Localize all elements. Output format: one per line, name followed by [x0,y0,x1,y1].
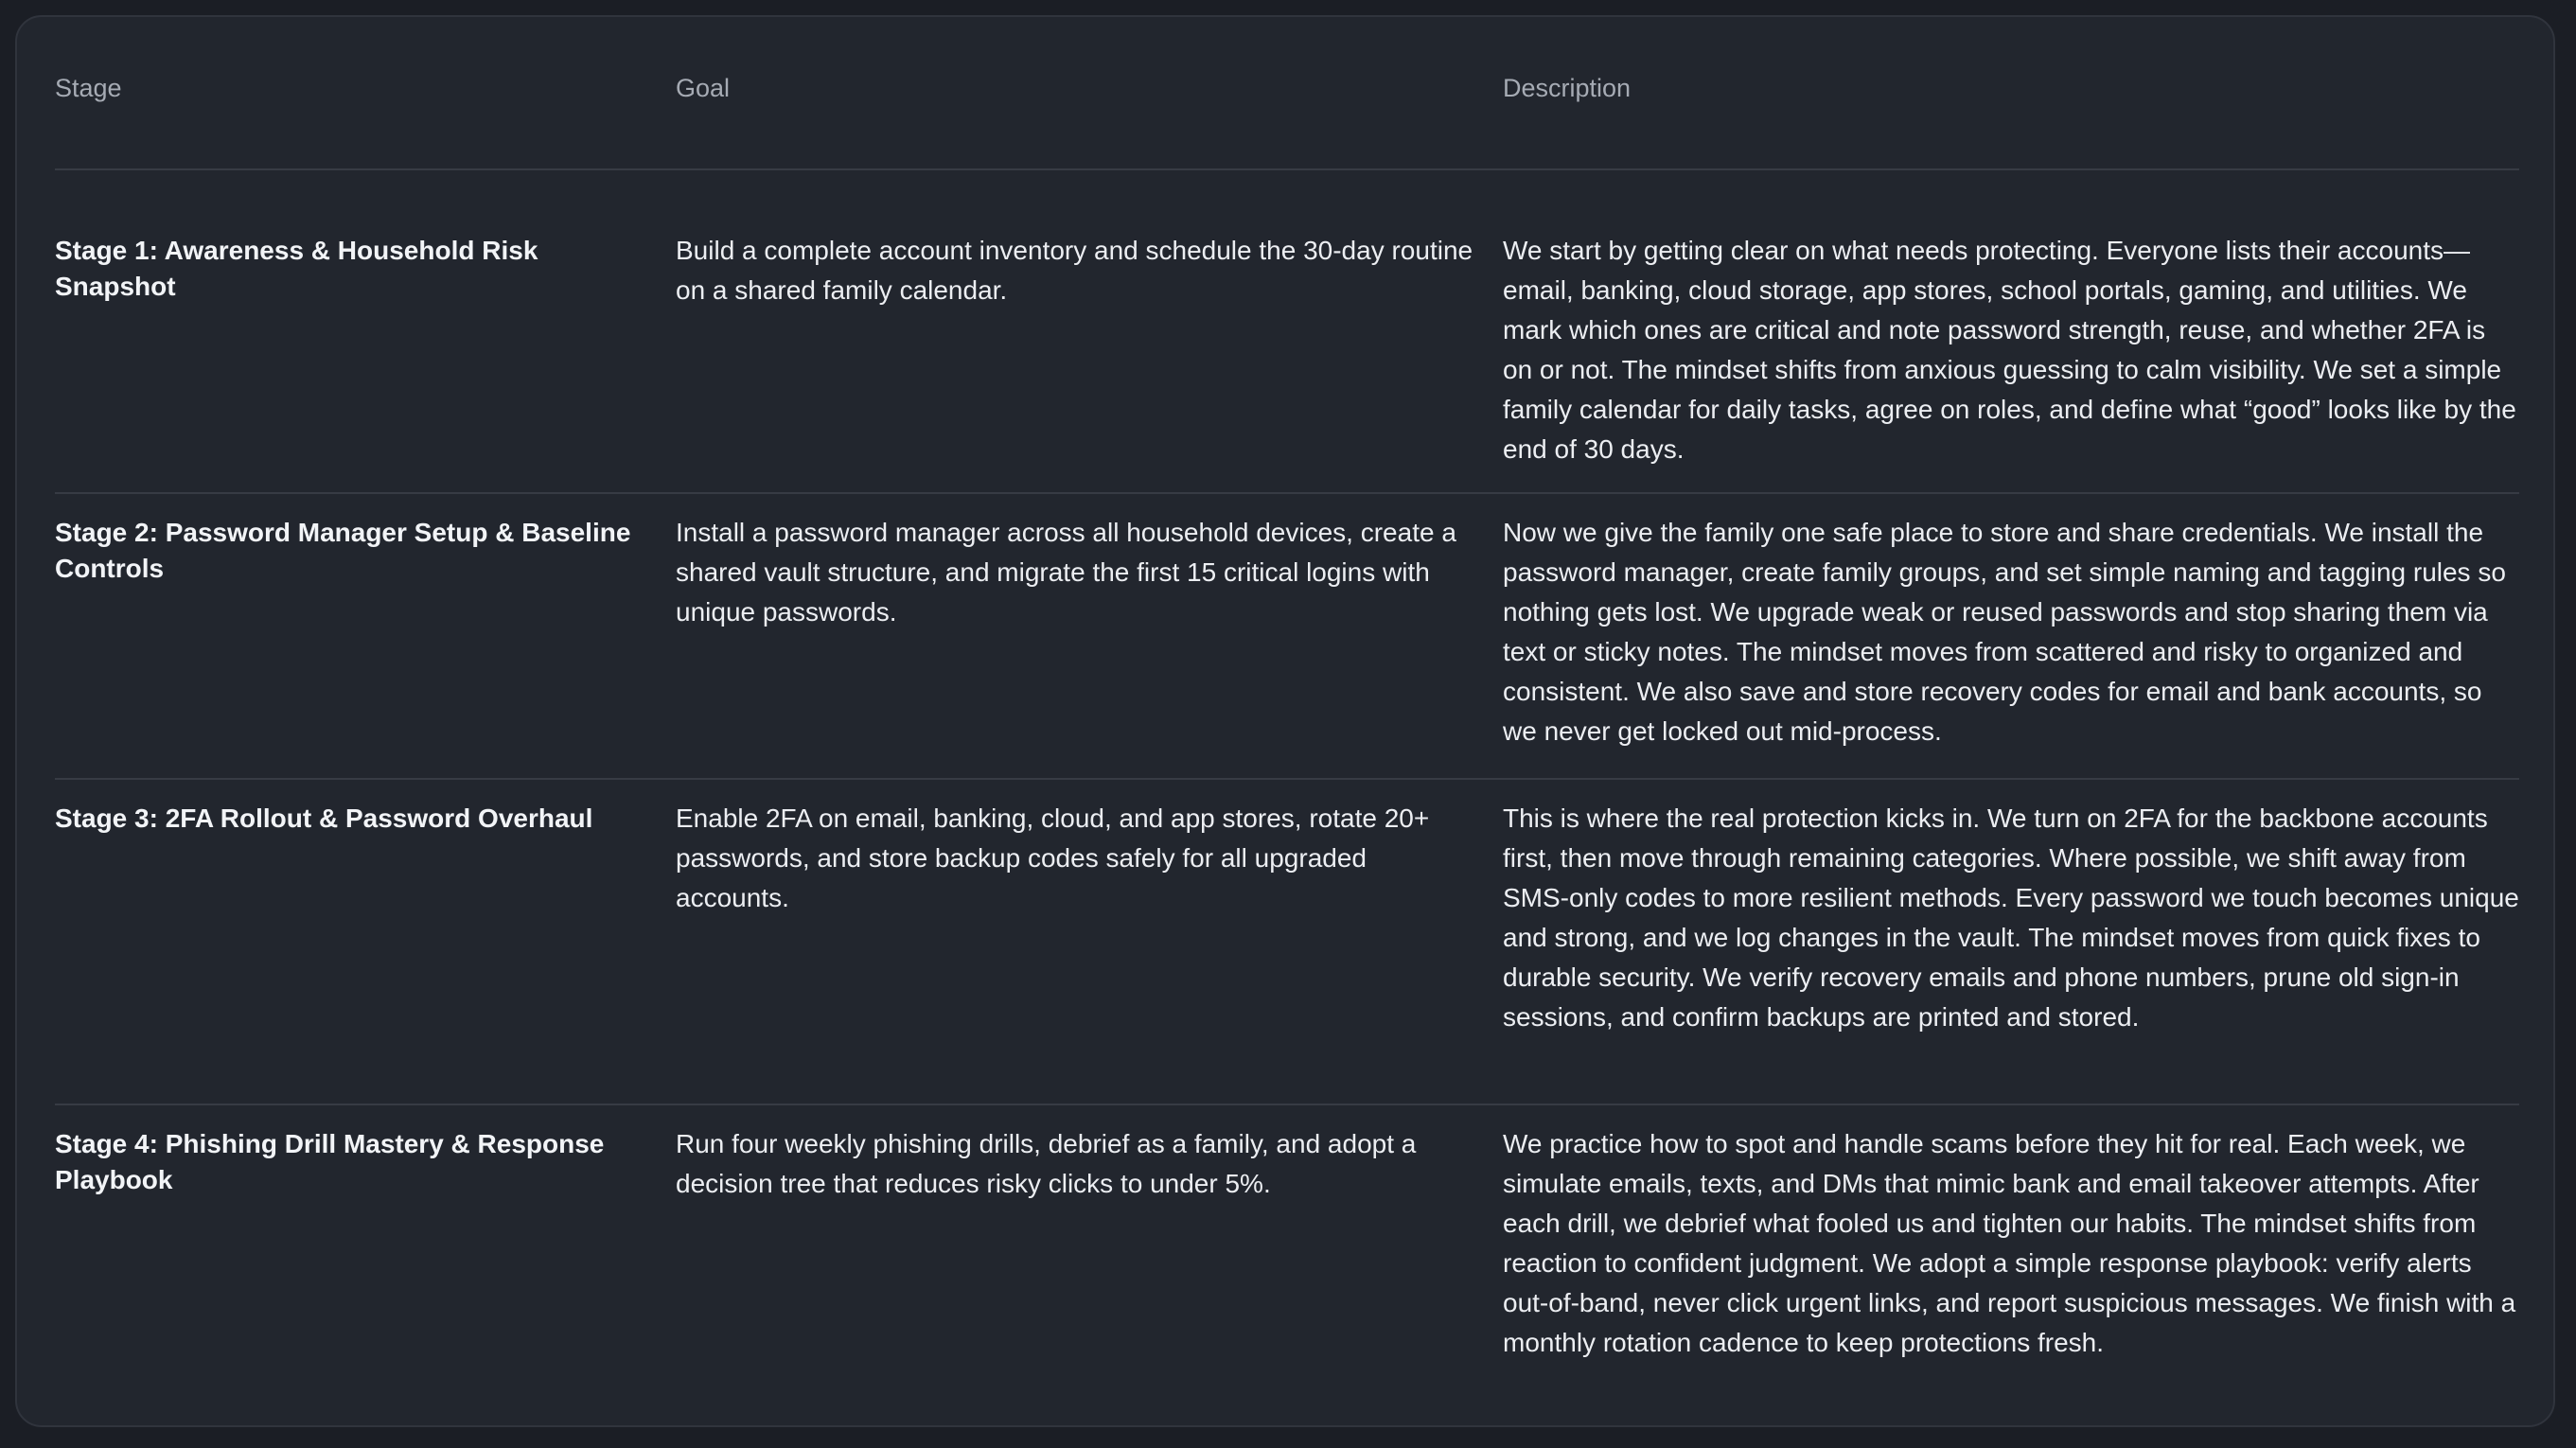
description-cell [1503,779,2519,1104]
table-row [55,779,2519,1104]
table-row [55,493,2519,779]
goal-text: Install a password manager across all household devices, create a shared vault structure, and migrate the first 15 critical logins with unique passwords. [676,518,1456,627]
goal-text: Build a complete account inventory and schedule the 30-day routine on a shared family calendar. [676,236,1473,305]
description-text: We start by getting clear on what needs protecting. Everyone lists their accounts—email, banking, cloud storage, app stores, school portals, gaming, and utilities. We mark which ones are critical and note password strength, reuse, and whether 2FA is on or not. The mindset shifts from anxious guessing to calm visibility. We set a simple family calendar for daily tasks, agree on roles, and define what “good” looks like by the end of 30 days. [1503,236,2516,464]
description-text: This is where the real protection kicks in. We turn on 2FA for the backbone accounts first, then move through remaining categories. Where possible, we shift away from SMS-only codes to more resilient methods. Every password we touch becomes unique and strong, and we log changes in the vault. The mindset moves from quick fixes to durable security. We verify recovery emails and phone numbers, prune old sign-in sessions, and confirm backups are printed and stored. [1503,803,2519,1032]
header-stage: Stage [55,51,676,169]
description-text: Now we give the family one safe place to store and share credentials. We install the password manager, create family groups, and set simple naming and tagging rules so nothing gets lost. We upgrade weak or reused passwords and stop sharing them via text or sticky notes. The mindset moves from scattered and risky to organized and consistent. We also save and store recovery codes for email and bank accounts, so we never get locked out mid-process. [1503,518,2506,746]
table-row [55,1104,2519,1427]
goal-cell [676,779,1503,1104]
goal-cell [676,493,1503,779]
header-description: Description [1503,51,2519,169]
stage-cell [55,169,676,493]
header-goal: Goal [676,51,1503,169]
description-cell [1503,169,2519,493]
stage-cell [55,493,676,779]
stage-text: Stage 1: Awareness & Household Risk Snapshot [55,236,538,301]
stage-text: Stage 3: 2FA Rollout & Password Overhaul [55,803,593,833]
goal-text: Enable 2FA on email, banking, cloud, and app stores, rotate 20+ passwords, and store backup codes safely for all upgraded accounts. [676,803,1430,912]
description-cell [1503,1104,2519,1427]
goal-text: Run four weekly phishing drills, debrief as a family, and adopt a decision tree that reduces risky clicks to under 5%. [676,1129,1417,1198]
stage-text: Stage 4: Phishing Drill Mastery & Response Playbook [55,1129,605,1194]
stage-text: Stage 2: Password Manager Setup & Baseline Controls [55,518,631,583]
description-text: We practice how to spot and handle scams before they hit for real. Each week, we simulate emails, texts, and DMs that mimic bank and email takeover attempts. After each drill, we debrief what fooled us and tighten our habits. The mindset shifts from reaction to confident judgment. We adopt a simple response playbook: verify alerts out-of-band, never click urgent links, and report suspicious messages. We finish with a monthly rotation cadence to keep protections fresh. [1503,1129,2516,1357]
table-header-row [55,51,2519,169]
stage-cell [55,779,676,1104]
table-row [55,169,2519,493]
description-cell [1503,493,2519,779]
goal-cell [676,1104,1503,1427]
stages-table [55,51,2519,1427]
stage-cell [55,1104,676,1427]
goal-cell [676,169,1503,493]
stages-table-panel [15,15,2555,1427]
